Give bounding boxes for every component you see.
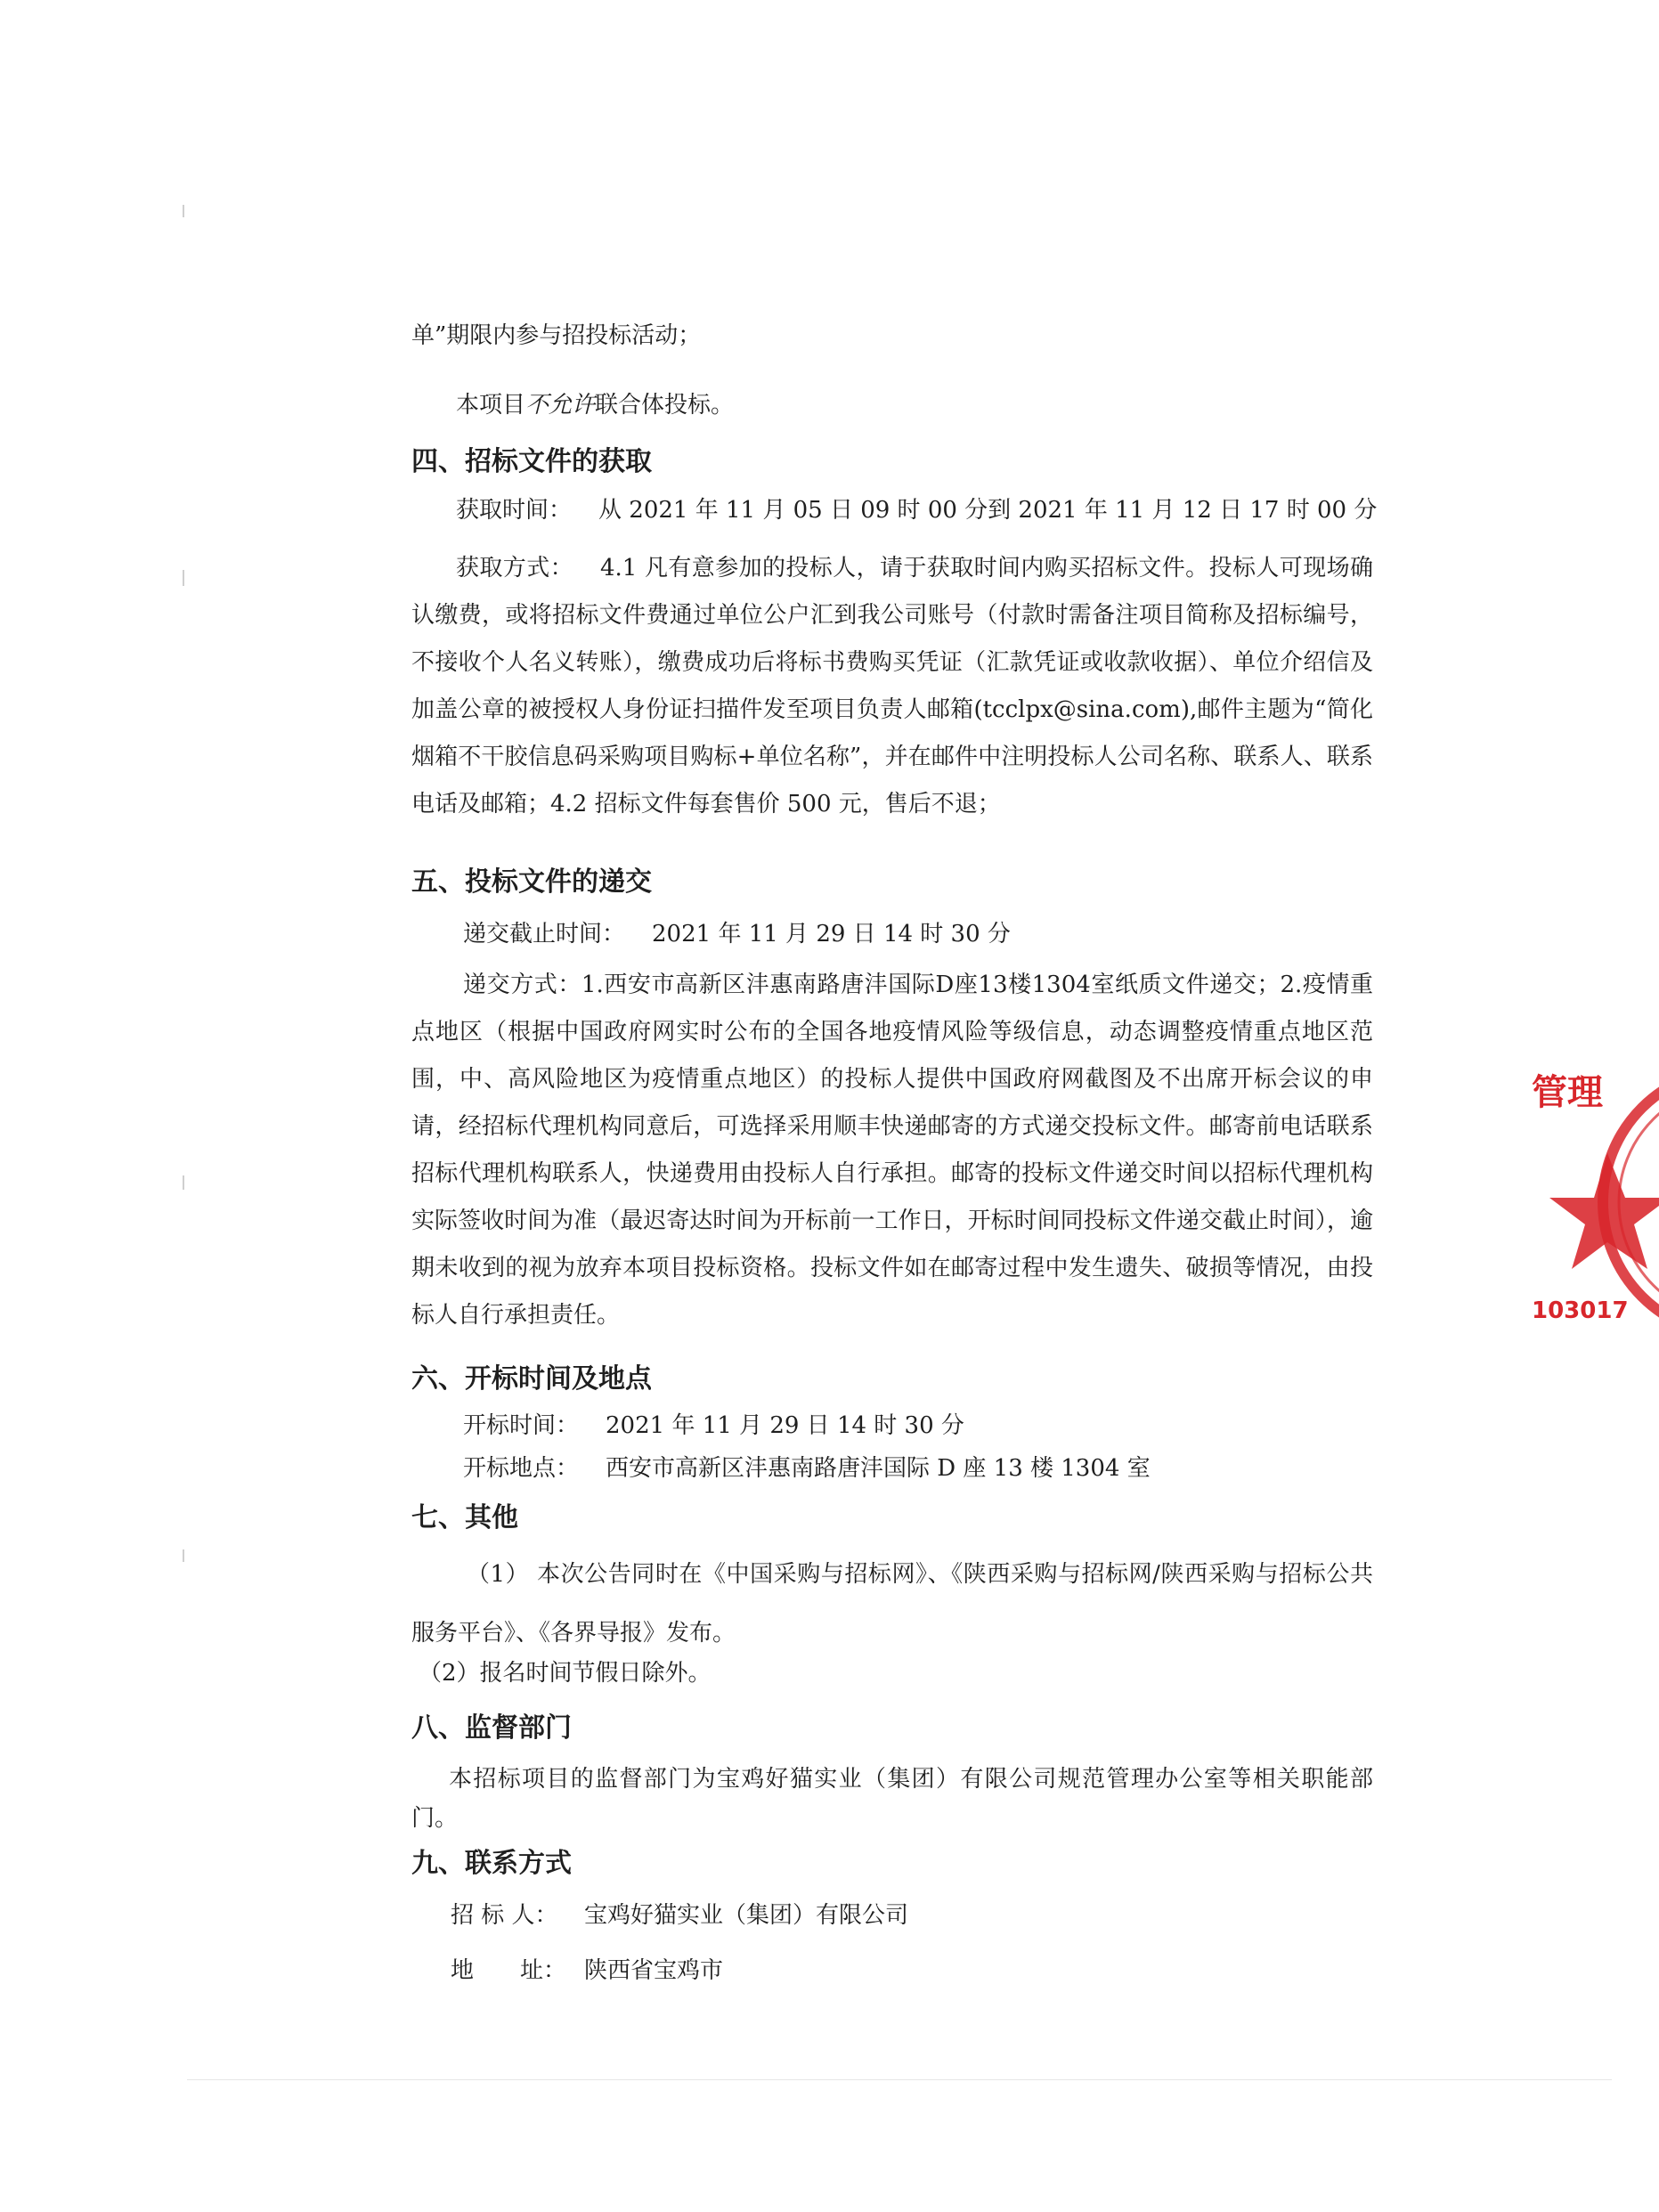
scan-artifact (183, 1549, 184, 1562)
section6-place-row (463, 1453, 1151, 1484)
section5-heading: 五、投标文件的递交 (411, 866, 652, 898)
section4-method-label: 获取方式： (456, 555, 573, 581)
section4-time-value: 从 2021 年 11 月 05 日 09 时 00 分到 2021 年 11 月 12 日 17 时 00 分 (598, 497, 1378, 524)
section6-time-row (463, 1411, 964, 1441)
section4-time-row (456, 495, 1377, 525)
section7-heading: 七、其他 (411, 1502, 518, 1533)
section4-method-text: 4.1 凡有意参加的投标人，请于获取时间内购买招标文件。投标人可现场确认缴费，或将招标文件费通过单位公户汇到我公司账号（付款时需备注项目简称及招标编号，不接收个人名义转账），缴费成功后将标书费购买凭证（汇款凭证或收款收据）、单位介绍信及加盖公章的被授权人身份证扫描件发至项目负责人邮箱(tcclpx@sina.com),邮件主题为“简化烟箱不干胶信息码采购项目购标+单位名称”，并在邮件中注明投标人公司名称、联系人、联系电话及邮箱；4.2 招标文件每套售价 500 元，售后不退； (411, 555, 1373, 817)
section9-heading: 九、联系方式 (411, 1848, 572, 1879)
section5-deadline-value: 2021 年 11 月 29 日 14 时 30 分 (652, 921, 1011, 947)
scan-artifact (187, 2079, 1612, 2080)
consortium-line (456, 390, 734, 420)
section5-method-paragraph (411, 962, 1373, 1339)
section4-method-paragraph (411, 545, 1373, 828)
scan-artifact (183, 1175, 184, 1190)
section5-deadline-row (463, 919, 1011, 949)
section9-tenderer-value: 宝鸡好猫实业（集团）有限公司 (584, 1902, 909, 1929)
section6-time-label: 开标时间： (463, 1412, 580, 1439)
section6-time-value: 2021 年 11 月 29 日 14 时 30 分 (606, 1412, 964, 1439)
scan-artifact (183, 205, 184, 217)
section9-tenderer-label: 招 标 人： (451, 1902, 558, 1929)
section7-item1: （1） 本次公告同时在《中国采购与招标网》、《陕西采购与招标网/陕西采购与招标公共服务平台》、《各界导报》发布。 (411, 1561, 1373, 1647)
section9-tenderer-row (451, 1900, 908, 1931)
section9-address-label: 地 址： (451, 1957, 567, 1984)
consortium-emphasis: 不允许 (525, 392, 596, 419)
section5-method-label: 递交方式： (463, 972, 581, 998)
section4-time-label: 获取时间： (456, 497, 573, 524)
section6-place-label: 开标地点： (463, 1455, 580, 1482)
section9-address-value: 陕西省宝鸡市 (584, 1957, 724, 1984)
section5-deadline-label: 递交截止时间： (463, 921, 626, 947)
section8-heading: 八、监督部门 (411, 1712, 572, 1744)
section9-address-row (451, 1956, 723, 1986)
official-seal (1514, 1051, 1659, 1354)
scan-artifact (183, 570, 184, 586)
consortium-suffix: 联合体投标。 (595, 392, 735, 419)
seal-graphic (1514, 1051, 1659, 1354)
section6-heading: 六、开标时间及地点 (411, 1363, 652, 1395)
section7-item2: （2）报名时间节假日除外。 (419, 1660, 712, 1687)
seal-text-top: 管理 (1532, 1072, 1603, 1113)
section6-place-value: 西安市高新区沣惠南路唐沣国际 D 座 13 楼 1304 室 (606, 1455, 1151, 1482)
section4-heading: 四、招标文件的获取 (411, 446, 652, 477)
intro-line: 单”期限内参与招投标活动； (411, 322, 702, 349)
seal-text-bottom: 103017 (1532, 1297, 1629, 1324)
section5-method-text: 1.西安市高新区沣惠南路唐沣国际D座13楼1304室纸质文件递交；2.疫情重点地区（根据中国政府网实时公布的全国各地疫情风险等级信息，动态调整疫情重点地区范围，中、高风险地区为疫情重点地区）的投标人提供中国政府网截图及不出席开标会议的申请，经招标代理机构同意后，可选择采用顺丰快递邮寄的方式递交投标文件。邮寄前电话联系招标代理机构联系人，快递费用由投标人自行承担。邮寄的投标文件递交时间以招标代理机构实际签收时间为准（最迟寄达时间为开标前一工作日，开标时间同投标文件递交截止时间），逾期未收到的视为放弃本项目投标资格。投标文件如在邮寄过程中发生遗失、破损等情况，由投标人自行承担责任。 (411, 972, 1373, 1329)
consortium-prefix: 本项目 (456, 392, 526, 419)
section8-text: 本招标项目的监督部门为宝鸡好猫实业（集团）有限公司规范管理办公室等相关职能部门。 (411, 1766, 1373, 1832)
